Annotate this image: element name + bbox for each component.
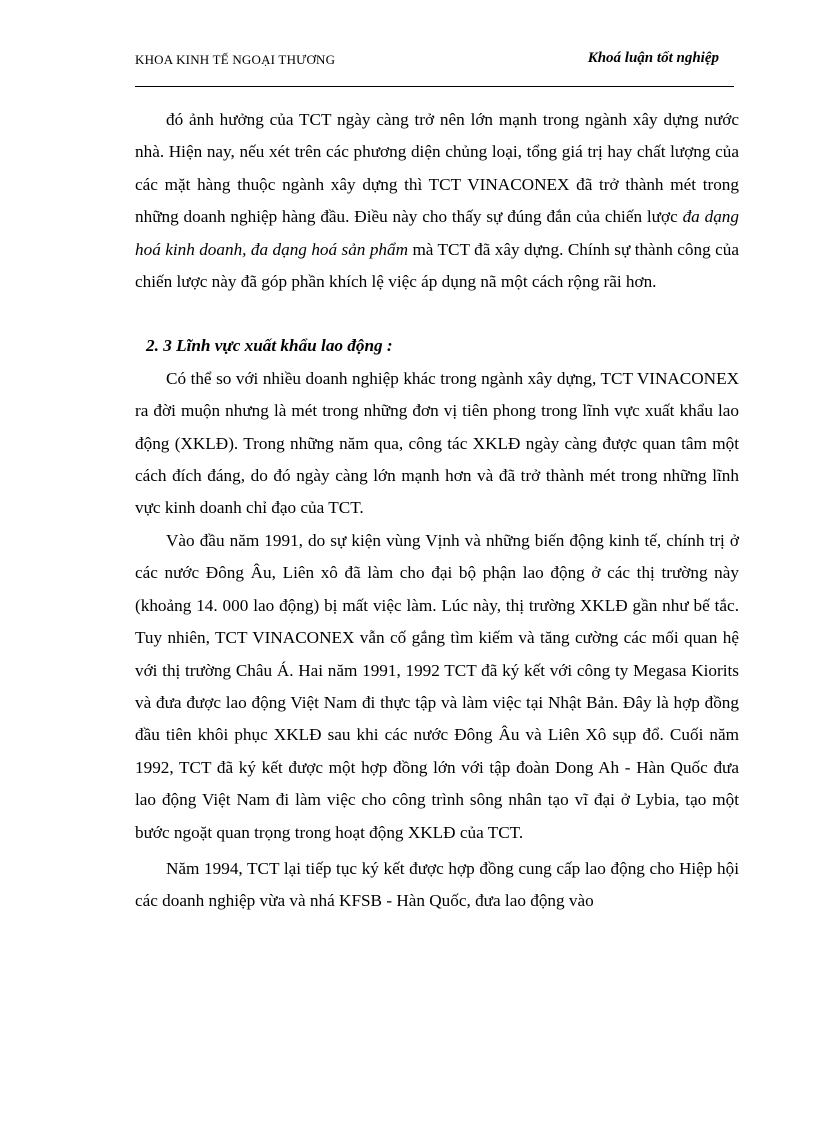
paragraph-labor-export-1994: Năm 1994, TCT lại tiếp tục ký kết được hợp đồng cung cấp lao động cho Hiệp hội các doanh nghiệp vừa và nhá KFSB - Hàn Quốc, đưa lao động vào xyxy=(135,858,739,911)
page-header xyxy=(135,50,719,72)
paragraph-labor-export-intro: Có thể so với nhiều doanh nghiệp khác trong ngành xây dựng, TCT VINACONEX ra đời muộn nhưng là mét trong những đơn vị tiên phong trong lĩnh vực xuất khẩu lao động (XKLĐ). Trong những năm qua, công tác XKLĐ ngày càng được quan tâm một cách đích đáng, do đó ngày càng lớn mạnh hơn và đã trở thành mét trong những lĩnh vực kinh doanh chỉ đạo của TCT. xyxy=(135,368,739,518)
section-heading: 2. 3 Lĩnh vực xuất khẩu lao động : xyxy=(146,336,393,356)
header-faculty: KHOA KINH TẾ NGOẠI THƯƠNG xyxy=(135,52,336,67)
paragraph-labor-export-history: Vào đầu năm 1991, do sự kiện vùng Vịnh và những biến động kinh tế, chính trị ở các nước Đông Âu, Liên xô đã làm cho đại bộ phận lao động ở các thị trường này (khoảng 14. 000 lao động) bị mất việc làm. Lúc này, thị trường XKLĐ gần như bế tắc. Tuy nhiên, TCT VINACONEX vẫn cố gắng tìm kiếm và tăng cường các mối quan hệ với thị trường Châu Á. Hai năm 1991, 1992 TCT đã ký kết với công ty Megasa Kiorits và đưa được lao động Việt Nam đi thực tập và làm việc tại Nhật Bản. Đây là hợp đồng đầu tiên khôi phục XKLĐ sau khi các nước Đông Âu và Liên Xô sụp đổ. Cuối năm 1992, TCT đã ký kết được một hợp đồng lớn với tập đoàn Dong Ah - Hàn Quốc đưa lao động Việt Nam đi làm việc cho công trình sông nhân tạo vĩ đại ở Lybia, tạo một bước ngoặt quan trọng trong hoạt động XKLĐ của TCT. xyxy=(135,530,739,842)
paragraph-continuation xyxy=(135,104,739,298)
header-divider xyxy=(135,86,734,87)
paragraph-text: mà TCT đã xây dựng. Chính sự thành công của chiến lược này đã góp phần khích lệ việc áp dụng nã một cách rộng rãi hơn. xyxy=(135,239,739,292)
emphasized-strategy: đa dạng hoá kinh doanh, đa dạng hoá sản phẩm xyxy=(135,207,739,259)
header-document-type: Khoá luận tốt nghiệp xyxy=(587,50,719,66)
document-body xyxy=(135,104,739,918)
paragraph-text: đó ảnh hưởng của TCT ngày càng trở nên lớn mạnh trong ngành xây dựng nước nhà. Hiện nay, nếu xét trên các phương diện chủng loại, tổng giá trị hay chất lượng của các mặt hàng thuộc ngành xây dựng thì TCT VINACONEX đã trở thành mét trong những doanh nghiệp hàng đầu. Điều này cho thấy sự đúng đắn của chiến lược xyxy=(135,110,739,227)
